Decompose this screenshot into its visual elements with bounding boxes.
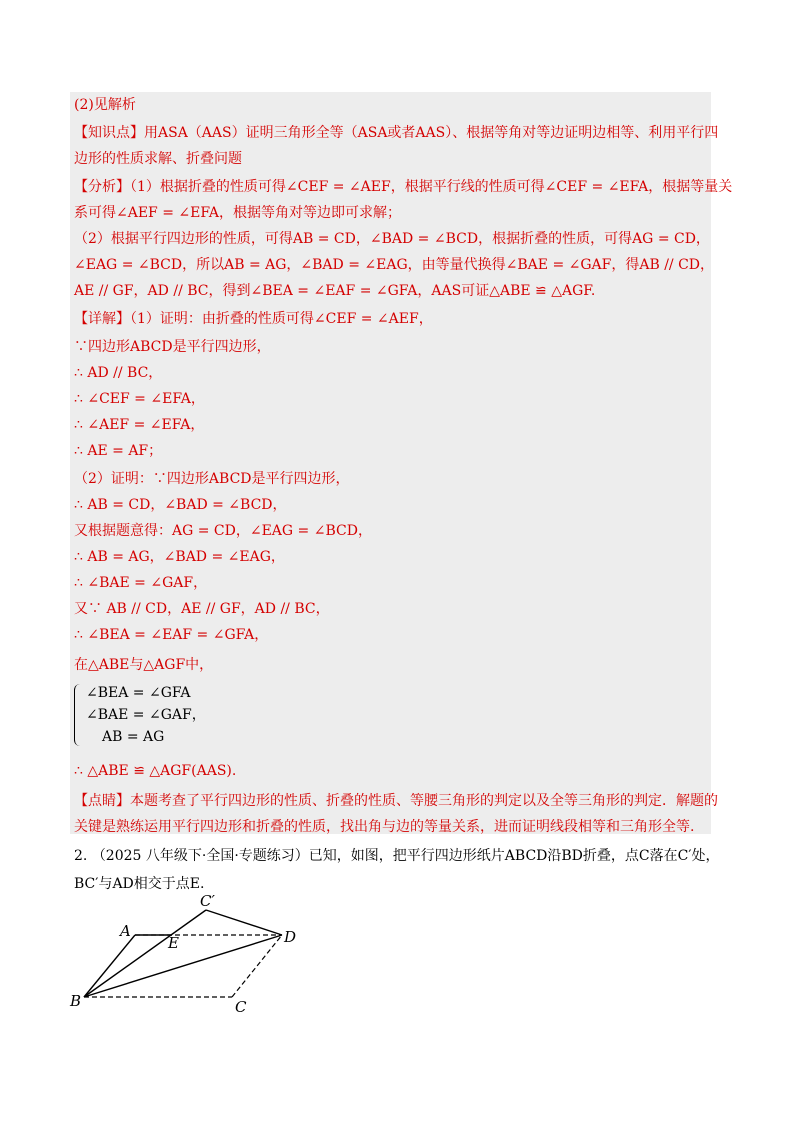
detail-text-1: （1）证明：由折叠的性质可得∠CEF = ∠AEF， <box>130 311 433 327</box>
analysis-line-4: ∠EAG = ∠BCD，所以AB = AG，∠BAD = ∠EAG，由等量代换得∠BAE = ∠GAF，得AB // CD， <box>74 257 715 273</box>
proof-step-4: ∴ ∠AEF = ∠EFA， <box>74 417 205 433</box>
parallelogram-fold-figure <box>60 890 340 1020</box>
comment-text-1: 本题考查了平行四边形的性质、折叠的性质、等腰三角形的判定以及全等三角形的判定．解题的 <box>130 793 718 809</box>
knowledge-tag: 【知识点】 <box>74 125 144 141</box>
comment-line-1 <box>74 792 718 810</box>
left-brace <box>74 684 83 746</box>
proof-step-5: ∴ AE = AF； <box>74 443 163 459</box>
proof-step-8: ∴ AB = AG，∠BAD = ∠EAG， <box>74 549 285 565</box>
analysis-line-1 <box>74 178 732 196</box>
answer-ref: (2)见解析 <box>74 97 136 113</box>
edge-C-prime-D <box>206 910 282 935</box>
proof-step-7: 又根据题意得：AG = CD，∠EAG = ∠BCD， <box>74 523 372 539</box>
proof-step-3: ∴ ∠CEF = ∠EFA， <box>74 391 205 407</box>
diagonal-BD <box>84 935 282 997</box>
analysis-tag: 【分析】 <box>74 179 130 195</box>
analysis-text-1: （1）根据折叠的性质可得∠CEF = ∠AEF，根据平行线的性质可得∠CEF = ∠EFA，根据等量关 <box>130 179 733 195</box>
proof-step-2: ∴ AD // BC， <box>74 365 163 381</box>
point-label-E: E <box>168 934 179 952</box>
condition-3: AB = AG <box>102 729 165 745</box>
knowledge-text: 用ASA（AAS）证明三角形全等（ASA或者AAS）、根据等角对等边证明边相等、利用平行四 <box>144 125 719 141</box>
congruence-conditions <box>74 684 234 748</box>
proof-conclusion: ∴ △ABE ≌ △AGF(AAS). <box>74 763 237 779</box>
knowledge-line-2: 边形的性质求解、折叠问题 <box>74 151 242 167</box>
knowledge-line-1 <box>74 124 718 142</box>
condition-2: ∠BAE = ∠GAF， <box>86 707 206 723</box>
point-label-B: B <box>70 992 82 1010</box>
comment-tag: 【点睛】 <box>74 793 130 809</box>
proof-step-12: 在△ABE与△AGF中， <box>74 657 214 673</box>
point-label-C: C <box>235 998 247 1016</box>
proof-step-6: ∴ AB = CD，∠BAD = ∠BCD， <box>74 497 287 513</box>
edge-CD-dashed <box>232 935 282 997</box>
edge-BC-prime <box>84 910 206 997</box>
proof-step-9: ∴ ∠BAE = ∠GAF， <box>74 575 208 591</box>
proof-step-1: ∵四边形ABCD是平行四边形， <box>74 339 271 355</box>
condition-1: ∠BEA = ∠GFA <box>86 685 191 701</box>
point-label-C-prime: C′ <box>200 892 215 910</box>
point-label-A: A <box>120 922 131 940</box>
analysis-line-3: （2）根据平行四边形的性质，可得AB = CD，∠BAD = ∠BCD，根据折叠的性质，可得AG = CD， <box>74 231 710 247</box>
detail-line-2: （2）证明：∵四边形ABCD是平行四边形， <box>74 471 350 487</box>
proof-step-10: 又∵ AB // CD，AE // GF，AD // BC， <box>74 601 330 617</box>
question-text-1: （2025 八年级下·全国·专题练习）已知，如图，把平行四边形纸片ABCD沿BD折叠，点C落在C′处， <box>91 848 720 864</box>
detail-tag: 【详解】 <box>74 311 130 327</box>
comment-line-2: 关键是熟练运用平行四边形和折叠的性质，找出角与边的等量关系，进而证明线段相等和三角形全等. <box>74 819 695 835</box>
question-line-1 <box>74 842 734 870</box>
question-number: 2. <box>74 848 88 864</box>
point-label-D: D <box>284 928 297 946</box>
analysis-line-5: AE // GF，AD // BC，得到∠BEA = ∠EAF = ∠GFA，AAS可证△ABE ≌ △AGF. <box>74 283 596 299</box>
question-line-2: BC′与AD相交于点E. <box>74 876 205 892</box>
analysis-line-2: 系可得∠AEF = ∠EFA，根据等角对等边即可求解； <box>74 205 401 221</box>
detail-line-1 <box>74 310 433 328</box>
proof-step-11: ∴ ∠BEA = ∠EAF = ∠GFA， <box>74 627 269 643</box>
